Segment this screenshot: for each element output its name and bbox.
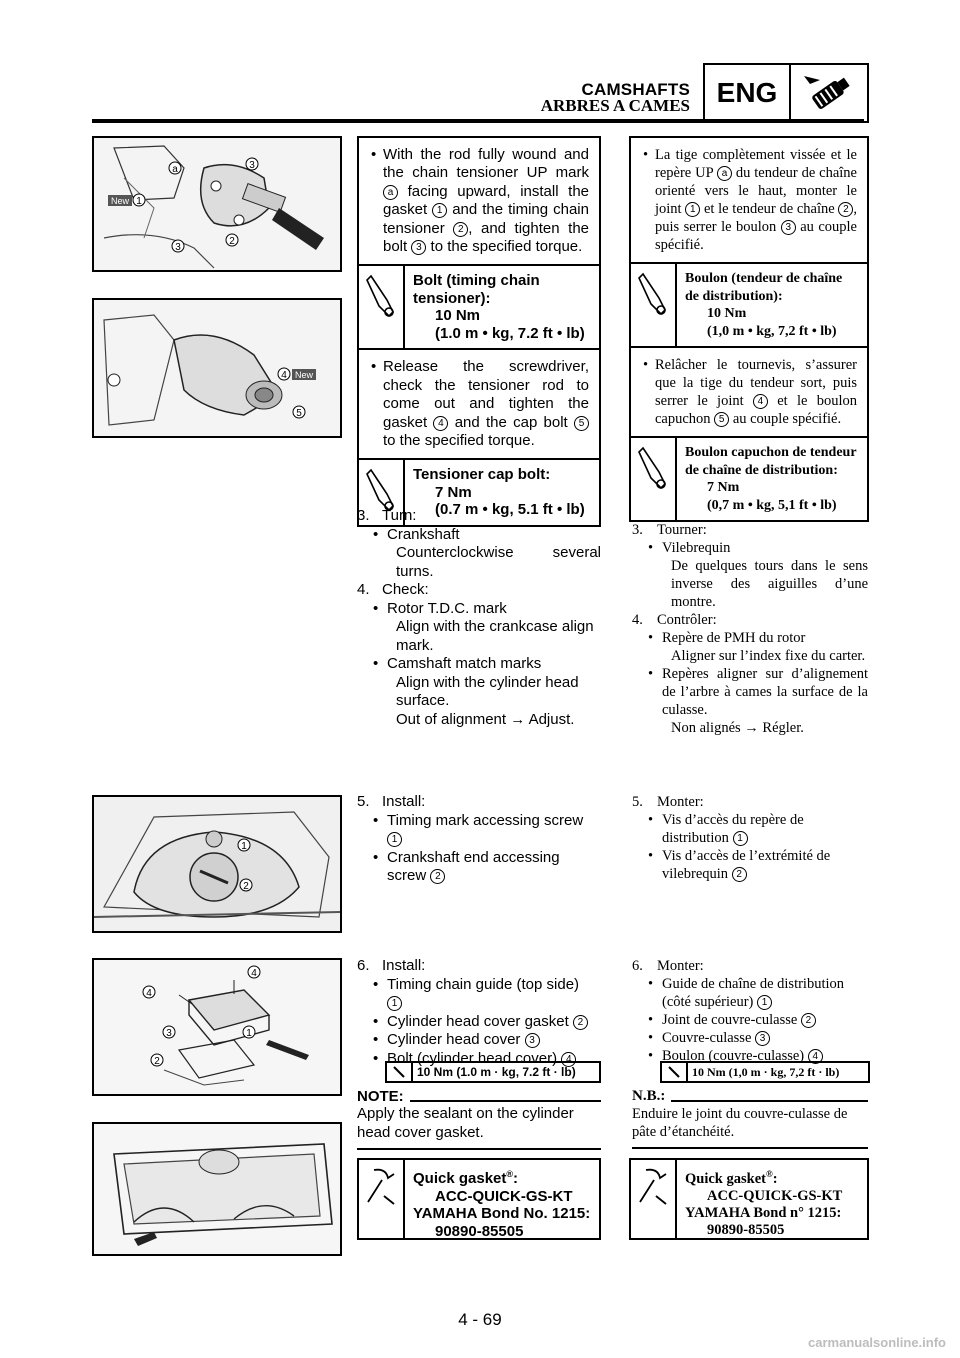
callout-a: a [172,164,178,175]
figure-timing-mark-screws [92,795,342,933]
page-number: 4 - 69 [458,1310,502,1329]
new-label-2: New [294,370,314,380]
torque-spec-tensioner-bolt: Bolt (timing chain tensioner): 10 Nm (1.0 m • kg, 7.2 ft • lb) [359,266,599,350]
step-fr-5: 5. Monter: • Vis d’accès du repère de distribution 1 • Vis d’accès de l’extrémité de vilebrequin 2 [632,794,831,882]
torque-wrench-icon [631,264,677,346]
callout-3: 3 [249,160,255,171]
callout-1: 1 [136,196,142,207]
figure-tensioner-cap-bolt [92,298,342,438]
torque-spec-cap-bolt: Tensioner cap bolt: 7 Nm (0.7 m • kg, 5.1 ft • lb) [359,460,599,525]
note-fr [632,1088,868,1149]
sealant-tool-icon [359,1160,405,1238]
note-text: Apply the sealant on the cylinder head cover gasket. [357,1105,601,1150]
sealant-spec-fr: Quick gasket®: ACC-QUICK-GS-KT YAMAHA Bond n° 1215: 90890-85505 [629,1158,869,1240]
torque-spec-tensioner-bolt-fr: Boulon (tendeur de chaîne de distribution): 10 Nm (1,0 m • kg, 7,2 ft • lb) [631,264,867,348]
sealant-tool-icon [631,1160,677,1238]
steps-en-3-4: 3. Turn: • Crankshaft Counterclockwise several turns. 4. Check: • Rotor T.D.C. mark Align with the crankcase align mark. • Camshaft match marks Align with the cylinder head surface. Out of alignment → Adjust. [357,507,601,728]
section-tab [703,63,869,123]
callout-4: 4 [281,370,287,381]
torque-spec-cap-bolt-fr: Boulon capuchon de tendeur de chaîne de distribution: 7 Nm (0,7 m • kg, 5,1 ft • lb) [631,438,867,520]
section-label: ENG [705,65,791,121]
torque-wrench-icon [631,438,677,520]
callout-4b: 4 [146,988,152,999]
callout-3b: 3 [175,242,181,253]
figure-cylinder-head-cover [92,958,342,1096]
torque-wrench-icon [359,266,405,348]
callout-1: 1 [246,1028,252,1039]
torque-wrench-icon [662,1063,688,1081]
callout-4: 4 [251,968,257,979]
callout-3: 3 [166,1028,172,1039]
step-tensioner-install-fr: • La tige complètement vissée et le repère UP a du tendeur de chaîne orienté vers le haut, monter le joint 1 et le tendeur de chaîne 2 , puis serrer le boulon 3 au couple spécifié. [631,138,867,264]
engine-oil-icon [791,65,867,121]
note-title-fr: N.B.: [632,1088,666,1104]
watermark: carmanualsonline.info [808,1335,946,1350]
torque-strip-fr: 10 Nm (1,0 m · kg, 7,2 ft · lb) [660,1061,870,1083]
callout-2: 2 [229,236,235,247]
note-title: NOTE: [357,1088,404,1105]
sealant-spec-en: Quick gasket®: ACC-QUICK-GS-KT YAMAHA Bond No. 1215: 90890-85505 [357,1158,601,1240]
torque-strip-en: 10 Nm (1.0 m · kg, 7.2 ft · lb) [385,1061,601,1083]
step-en-5: 5. Install: • Timing mark accessing screw 1 • Crankshaft end accessing screw 2 [357,793,584,884]
callout-1: 1 [241,841,247,852]
step-release-screwdriver: • Release the screwdriver, check the tensioner rod to come out and tighten the gasket 4 and the cap bolt 5 to the specified torque. [359,350,599,460]
step-release-screwdriver-fr: • Relâcher le tournevis, s’assurer que la tige du tendeur sort, puis serrer le joint 4 et le boulon capuchon 5 au couple spécifié. [631,348,867,438]
note-text-fr: Enduire le joint du couvre-culasse de pâte d’étanchéité. [632,1105,868,1149]
note-en [357,1088,601,1150]
figure-timing-chain-tensioner [92,136,342,272]
callout-2: 2 [243,881,249,892]
step-en-6: 6. Install: • Timing chain guide (top side) 1 • Cylinder head cover gasket 2 • Cylinder head cover 3 • Bolt (cylinder head cover) 4 [357,957,601,1068]
callout-2: 2 [154,1056,160,1067]
header-rule [92,119,864,123]
header-title-en: CAMSHAFTS [581,80,690,99]
step-fr-6: 6. Monter: • Guide de chaîne de distribution (côté supérieur) 1 • Joint de couvre-culasse 2 • Couvre-culasse 3 • Boulon (couvre-culasse) 4 [632,958,845,1064]
steps-fr-3-4: 3. Tourner: • Vilebrequin De quelques tours dans le sens inverse des aiguilles d’une montre. 4. Contrôler: • Repère de PMH du rotor Aligner sur l’index fixe du carter. • Repères aligner sur d’alignement de l’arbre à cames la surface de la culasse. Non alignés → Régler. [632,522,868,736]
callout-5: 5 [296,408,302,419]
torque-wrench-icon [387,1063,413,1081]
instruction-box-en-1 [357,136,601,527]
new-label: New [110,196,130,206]
figure-cover-gasket-sealant [92,1122,342,1256]
instruction-box-fr-1 [629,136,869,522]
step-tensioner-install: • With the rod fully wound and the chain tensioner UP mark a facing upward, install the gasket 1 and the timing chain tensioner 2 , and tighten the bolt 3 to the specified torque. [359,138,599,266]
header-title-fr: ARBRES A CAMES [540,96,690,115]
